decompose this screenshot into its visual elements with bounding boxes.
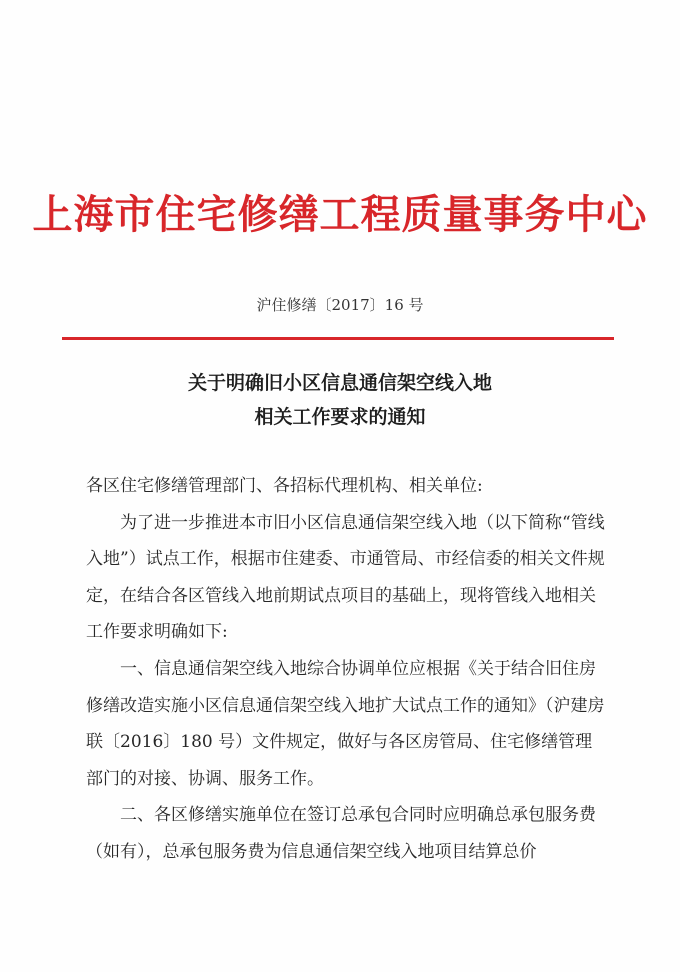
body-paragraph-item-1: 一、信息通信架空线入地综合协调单位应根据《关于结合旧住房修缮改造实施小区信息通信架空线入地扩大试点工作的通知》（沪建房联〔2016〕180 号）文件规定，做好与各区房管局、住宅修缮管理部门的对接、协调、服务工作。	[86, 658, 605, 789]
notice-title-line-1: 关于明确旧小区信息通信架空线入地	[187, 372, 492, 394]
document-number: 沪住修缮〔2017〕16 号	[256, 296, 424, 314]
notice-title	[0, 366, 680, 434]
red-header-rule	[62, 337, 614, 340]
salutation: 各区住宅修缮管理部门、各招标代理机构、相关单位:	[86, 476, 483, 496]
organization-title: 上海市住宅修缮工程质量事务中心	[32, 191, 648, 238]
notice-body	[86, 468, 606, 871]
body-paragraph-intro: 为了进一步推进本市旧小区信息通信架空线入地（以下简称“管线入地”）试点工作，根据市住建委、市通管局、市经信委的相关文件规定，在结合各区管线入地前期试点项目的基础上，现将管线入地相关工作要求明确如下:	[86, 512, 605, 643]
notice-title-line-2: 相关工作要求的通知	[254, 406, 426, 428]
body-paragraph-item-2: 二、各区修缮实施单位在签订总承包合同时应明确总承包服务费（如有），总承包服务费为信息通信架空线入地项目结算总价	[86, 805, 596, 862]
